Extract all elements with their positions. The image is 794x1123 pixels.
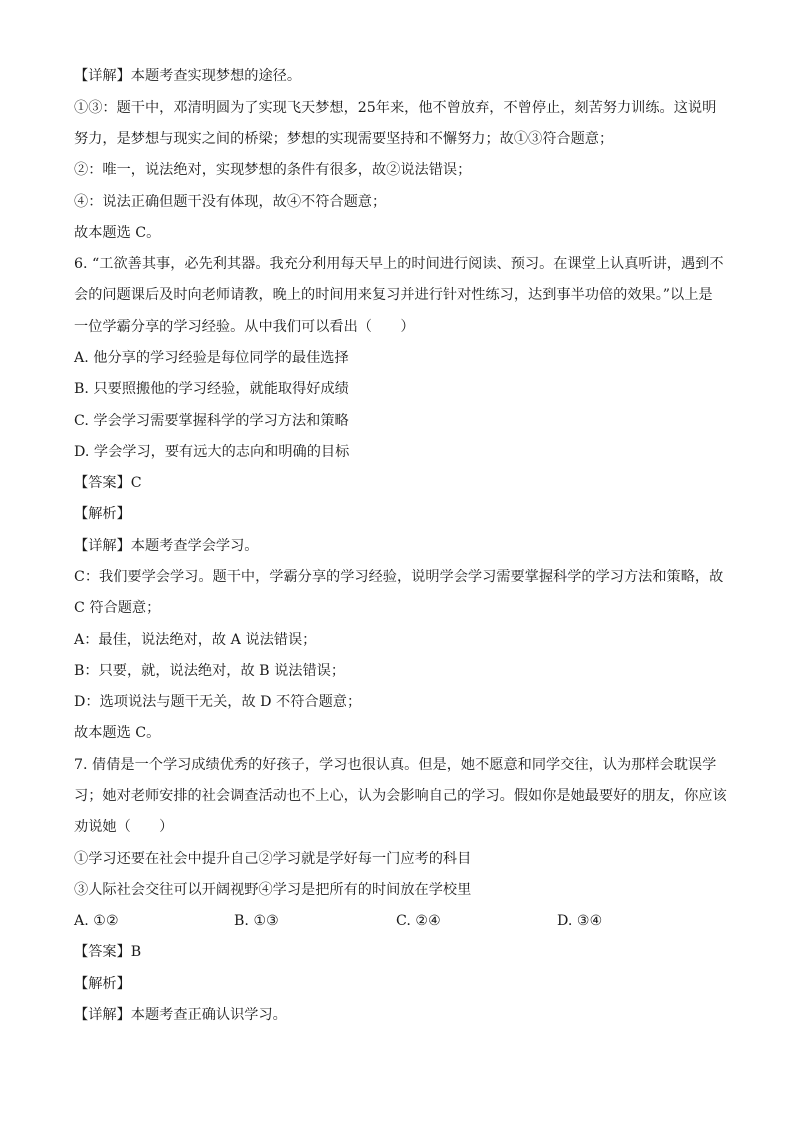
text-line: A：最佳，说法绝对，故 A 说法错误； <box>74 632 317 648</box>
text-line: 【详解】本题考查学会学习。 <box>74 538 259 554</box>
text-line: C：我们要学会学习。题干中，学霸分享的学习经验，说明学会学习需要掌握科学的学习方法和策略，故 <box>74 569 724 585</box>
text-line: 【详解】本题考查实现梦想的途径。 <box>74 68 302 84</box>
question-7-stem: 习；她对老师安排的社会调查活动也不上心，认为会影响自己的学习。假如你是她最要好的朋友，你应该 <box>74 788 727 804</box>
text-line: ②：唯一，说法绝对，实现梦想的条件有很多，故②说法错误； <box>74 162 472 178</box>
question-6-stem: 一位学霸分享的学习经验。从中我们可以看出（ ） <box>74 319 415 335</box>
answer-label: 【答案】C <box>74 475 142 491</box>
question-7-stem: 劝说她（ ） <box>74 819 174 835</box>
text-line: 努力，是梦想与现实之间的桥梁；梦想的实现需要坚持和不懈努力；故①③符合题意； <box>74 131 614 147</box>
question-6-stem: 6. “工欲善其事，必先利其器。我充分利用每天早上的时间进行阅读、预习。在课堂上认真听讲，遇到不 <box>74 256 724 272</box>
question-7-option-b: B. ①③ <box>234 913 279 929</box>
question-7-option-d: D. ③④ <box>557 913 603 929</box>
question-7-stem: 7. 倩倩是一个学习成绩优秀的好孩子，学习也很认真。但是，她不愿意和同学交往，认为那样会耽误学 <box>74 757 717 773</box>
question-6-option-a: A. 他分享的学习经验是每位同学的最佳选择 <box>74 350 349 366</box>
question-7-statements: ③人际社会交往可以开阔视野④学习是把所有的时间放在学校里 <box>74 882 472 898</box>
question-7-option-c: C. ②④ <box>396 913 441 929</box>
question-7-statements: ①学习还要在社会中提升自己②学习就是学好每一门应考的科目 <box>74 851 472 867</box>
question-6-option-b: B. 只要照搬他的学习经验，就能取得好成绩 <box>74 381 349 397</box>
text-line: C 符合题意； <box>74 600 161 616</box>
analysis-label: 【解析】 <box>74 976 131 992</box>
text-line: D：选项说法与题干无关，故 D 不符合题意； <box>74 694 362 710</box>
text-line: 故本题选 C。 <box>74 725 161 741</box>
answer-label: 【答案】B <box>74 944 142 960</box>
question-6-option-d: D. 学会学习，要有远大的志向和明确的目标 <box>74 444 350 460</box>
question-6-stem: 会的问题课后及时向老师请教，晚上的时间用来复习并进行针对性练习，达到事半功倍的效果。”以上是 <box>74 287 713 303</box>
text-line: 【详解】本题考查正确认识学习。 <box>74 1007 287 1023</box>
question-6-option-c: C. 学会学习需要掌握科学的学习方法和策略 <box>74 413 349 429</box>
text-line: ④：说法正确但题干没有体现，故④不符合题意； <box>74 194 387 210</box>
text-line: ①③：题干中，邓清明圆为了实现飞天梦想，25年来，他不曾放弃，不曾停止，刻苦努力训练。这说明 <box>74 100 717 116</box>
text-line: B：只要，就，说法绝对，故 B 说法错误； <box>74 663 346 679</box>
analysis-label: 【解析】 <box>74 506 131 522</box>
text-line: 故本题选 C。 <box>74 225 161 241</box>
question-7-option-a: A. ①② <box>74 913 119 929</box>
